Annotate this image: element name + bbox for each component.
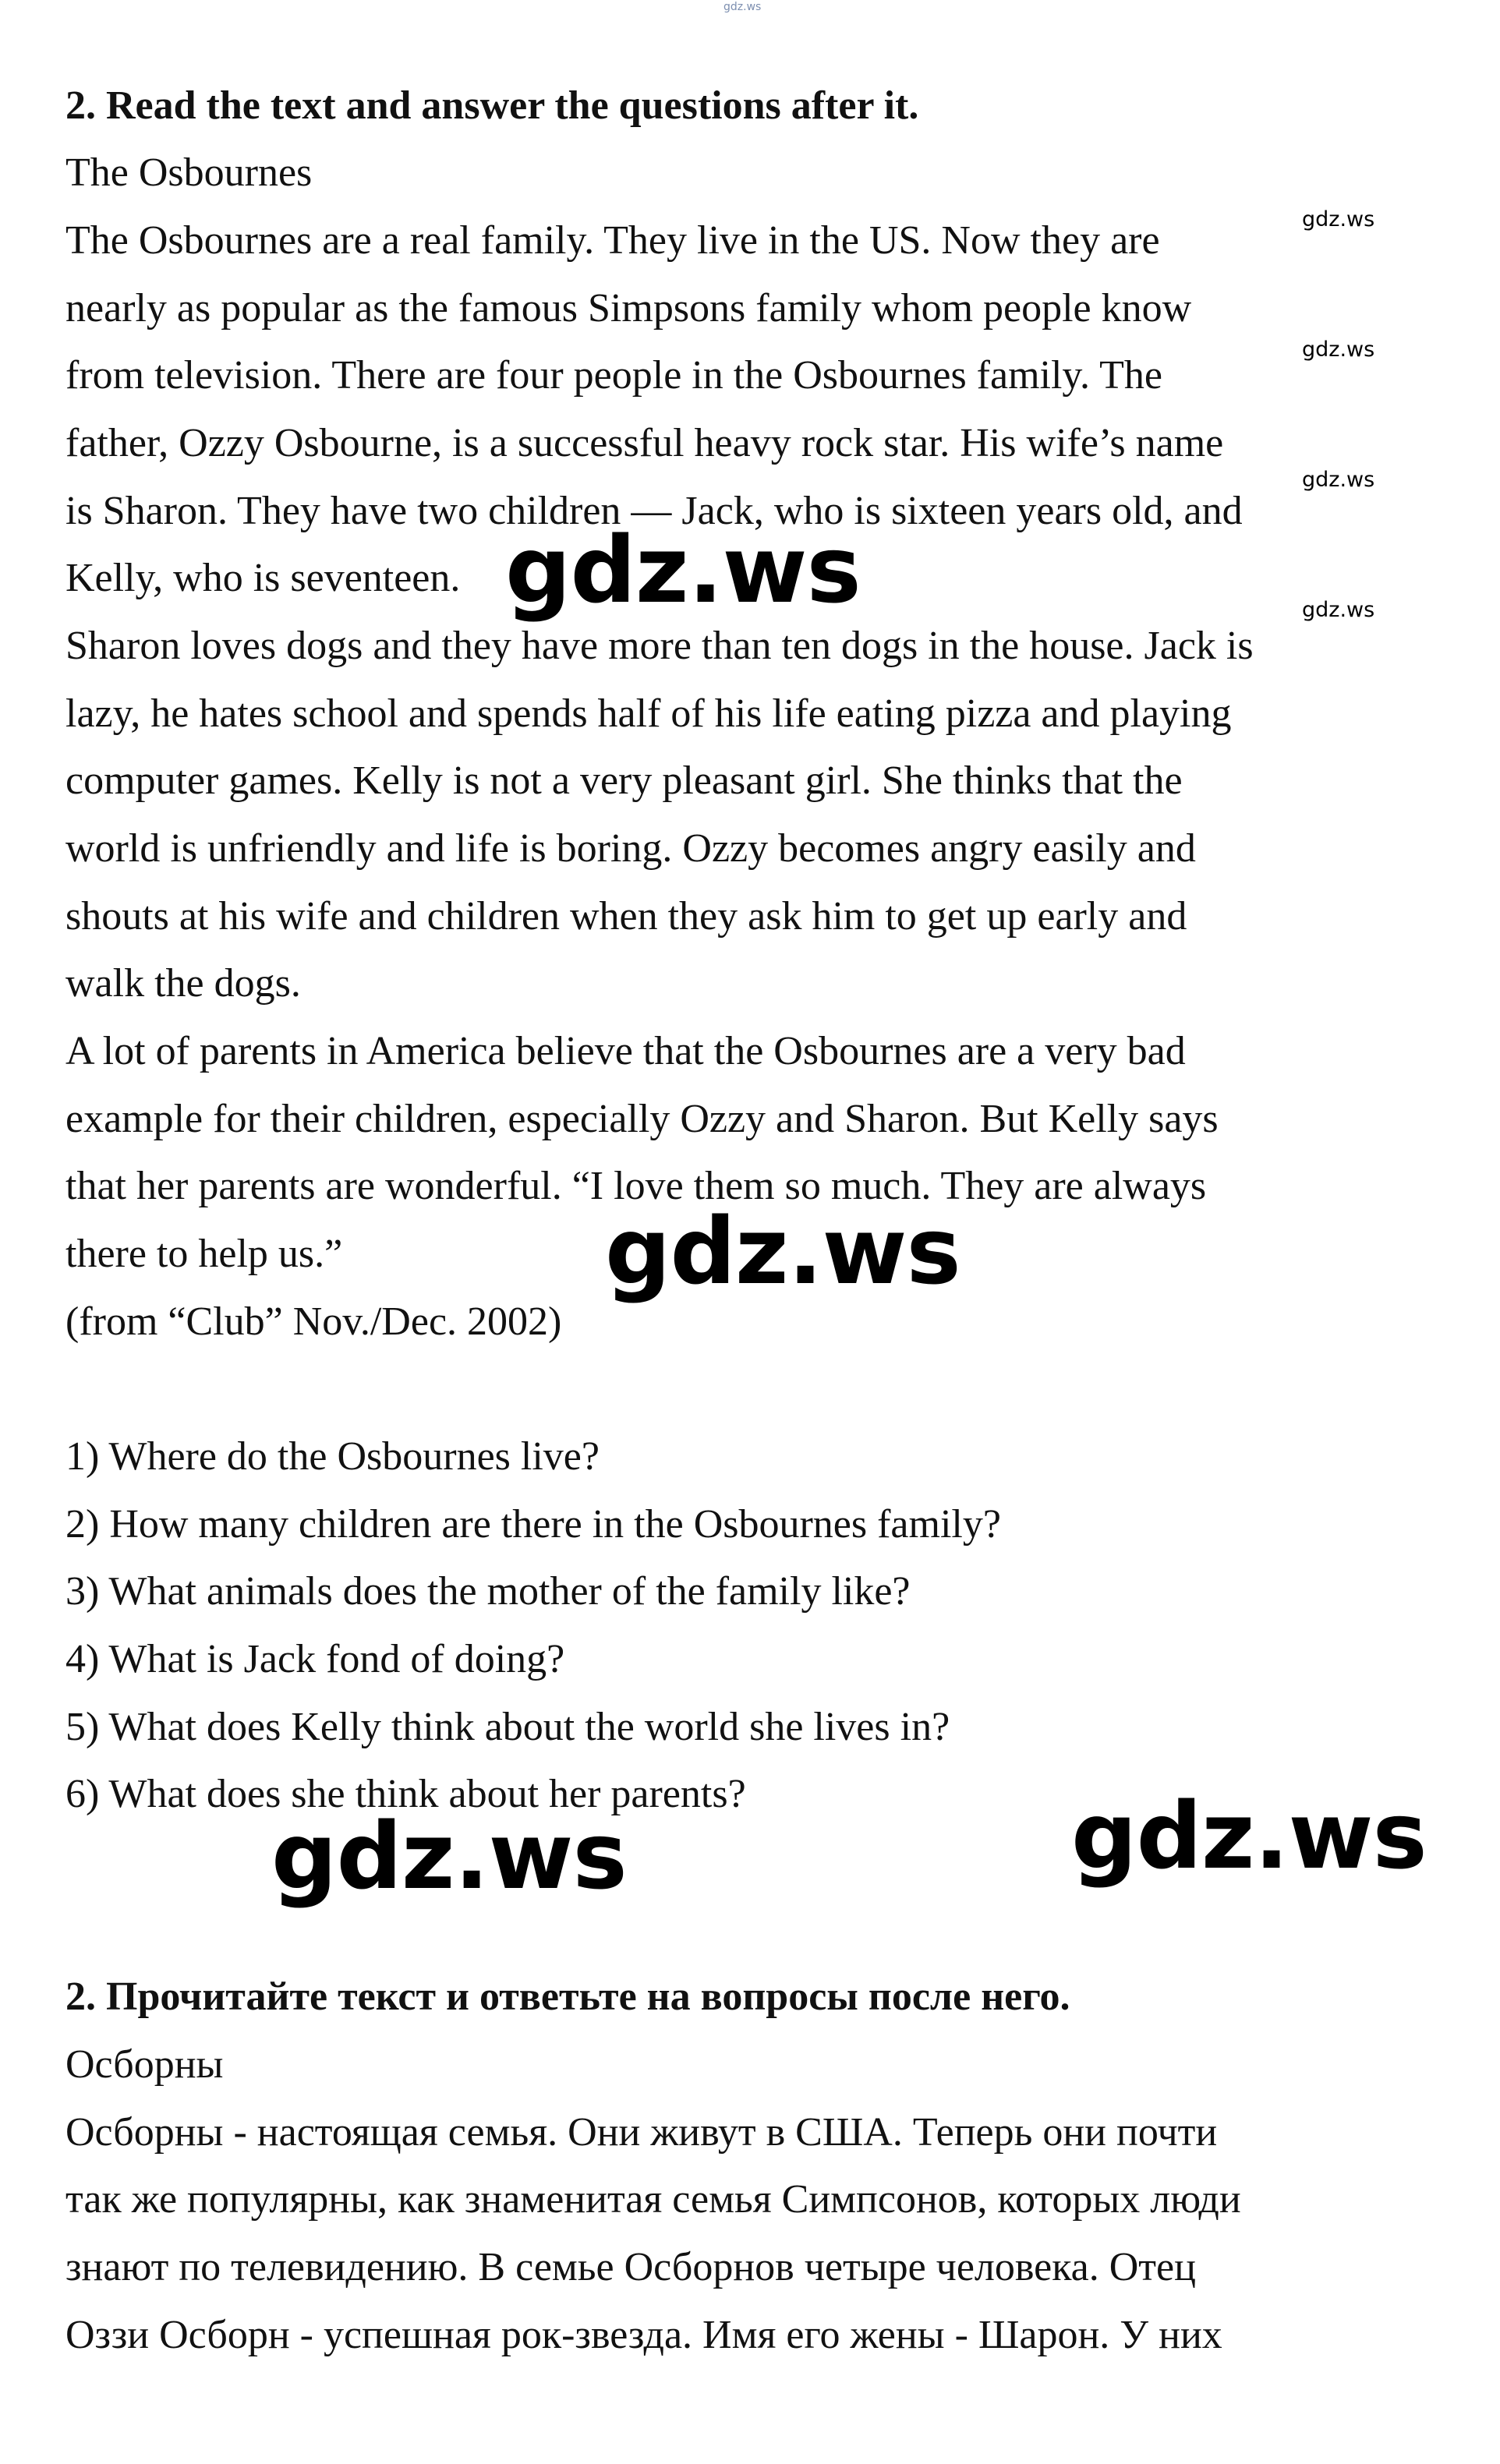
- question-item: 5) What does Kelly think about the world she lives in?: [65, 1705, 950, 1749]
- english-text-line: from television. There are four people in the Osbournes family. The: [65, 353, 1162, 398]
- watermark-large: gdz.ws: [1071, 1782, 1427, 1890]
- question-item: 6) What does she think about her parents?: [65, 1772, 746, 1816]
- question-item: 2) How many children are there in the Osbournes family?: [65, 1502, 1001, 1547]
- watermark-large: gdz.ws: [605, 1197, 960, 1305]
- russian-title: Осборны: [65, 2042, 224, 2087]
- english-text-line: computer games. Kelly is not a very pleasant girl. She thinks that the: [65, 758, 1183, 803]
- english-text-line: Sharon loves dogs and they have more than ten dogs in the house. Jack is: [65, 624, 1254, 668]
- english-text-line: that her parents are wonderful. “I love them so much. They are always: [65, 1164, 1207, 1208]
- english-title: The Osbournes: [65, 150, 313, 195]
- english-text-line: Kelly, who is seventeen.: [65, 556, 461, 600]
- russian-text-line: так же популярны, как знаменитая семья Симпсонов, которых люди: [65, 2177, 1241, 2222]
- english-text-line: father, Ozzy Osbourne, is a successful heavy rock star. His wife’s name: [65, 421, 1224, 465]
- english-heading: 2. Read the text and answer the questions after it.: [65, 83, 919, 128]
- question-item: 4) What is Jack fond of doing?: [65, 1637, 565, 1681]
- english-text-line: walk the dogs.: [65, 961, 301, 1006]
- english-text-line: is Sharon. They have two children — Jack, who is sixteen years old, and: [65, 489, 1243, 533]
- english-text-line: lazy, he hates school and spends half of his life eating pizza and playing: [65, 691, 1232, 736]
- english-text-line: The Osbournes are a real family. They live in the US. Now they are: [65, 218, 1160, 263]
- watermark-large: gdz.ws: [271, 1802, 627, 1910]
- english-text-line: nearly as popular as the famous Simpsons family whom people know: [65, 286, 1192, 331]
- english-text-line: example for their children, especially Ozzy and Sharon. But Kelly says: [65, 1097, 1219, 1141]
- russian-heading: 2. Прочитайте текст и ответьте на вопросы после него.: [65, 1974, 1070, 2019]
- english-text-line: A lot of parents in America believe that the Osbournes are a very bad: [65, 1029, 1186, 1073]
- russian-text-line: Осборны - настоящая семья. Они живут в США. Теперь они почти: [65, 2110, 1218, 2155]
- watermark-small: gdz.ws: [1302, 338, 1375, 362]
- english-text-line: shouts at his wife and children when they ask him to get up early and: [65, 894, 1187, 939]
- russian-text-line: знают по телевидению. В семье Осборнов четыре человека. Отец: [65, 2245, 1196, 2289]
- english-text-line: world is unfriendly and life is boring. Ozzy becomes angry easily and: [65, 826, 1196, 871]
- russian-text-line: Оззи Осборн - успешная рок-звезда. Имя его жены - Шарон. У них: [65, 2313, 1222, 2357]
- question-item: 1) Where do the Osbournes live?: [65, 1434, 600, 1479]
- watermark-small: gdz.ws: [1302, 598, 1375, 622]
- watermark-small: gdz.ws: [1302, 207, 1375, 232]
- top-watermark: gdz.ws: [723, 1, 762, 13]
- watermark-small: gdz.ws: [1302, 468, 1375, 492]
- source-citation: (from “Club” Nov./Dec. 2002): [65, 1299, 562, 1344]
- question-item: 3) What animals does the mother of the family like?: [65, 1569, 911, 1614]
- watermark-large: gdz.ws: [505, 516, 861, 624]
- english-text-line: there to help us.”: [65, 1232, 343, 1276]
